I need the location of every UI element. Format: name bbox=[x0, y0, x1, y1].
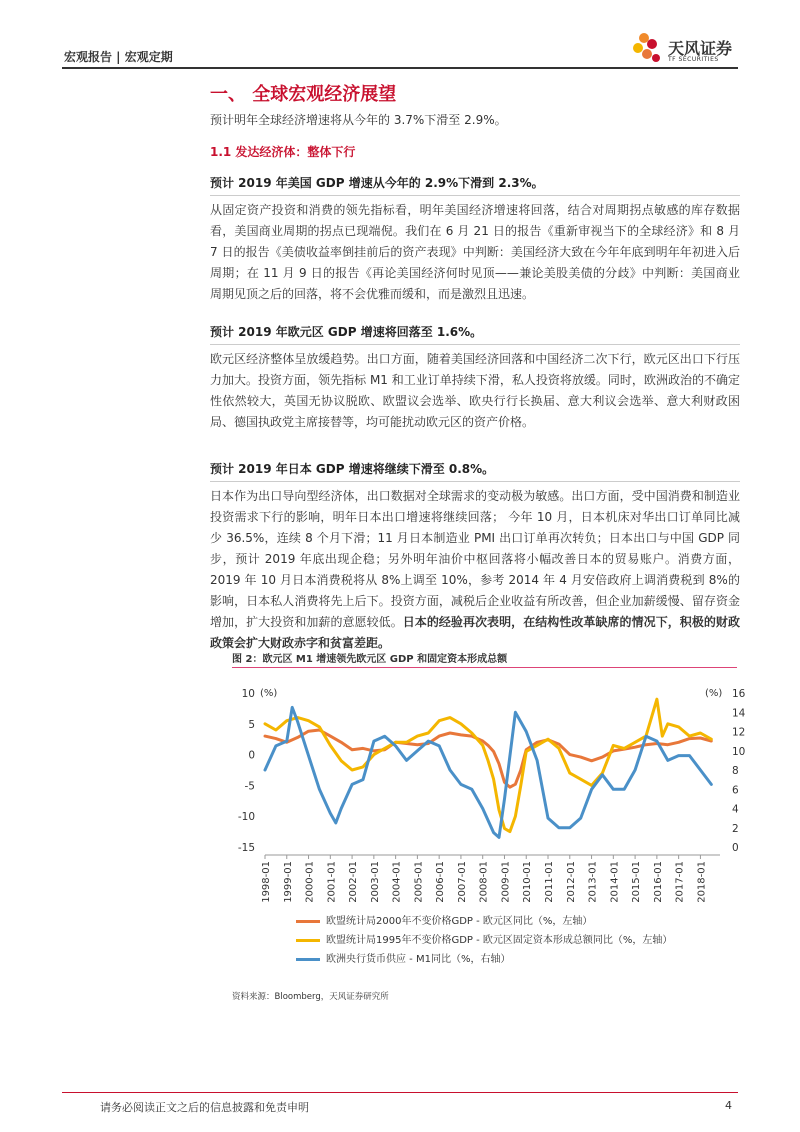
x-tick-label: 2013-01 bbox=[587, 861, 599, 903]
header-divider bbox=[62, 67, 738, 69]
x-tick-label: 2016-01 bbox=[652, 861, 664, 903]
right-tick-label: 10 bbox=[732, 745, 746, 758]
right-tick-label: 0 bbox=[732, 842, 739, 854]
x-tick-label: 2007-01 bbox=[456, 861, 468, 903]
divider bbox=[210, 481, 740, 482]
x-tick-label: 1998-01 bbox=[261, 861, 272, 903]
right-tick-label: 2 bbox=[732, 822, 739, 835]
right-tick-label: 8 bbox=[732, 765, 739, 777]
x-tick-label: 2009-01 bbox=[500, 861, 512, 903]
right-tick-label: 4 bbox=[732, 803, 739, 816]
euro-body: 欧元区经济整体呈放缓趋势。出口方面，随着美国经济回落和中国经济二次下行，欧元区出口下行压力加大。投资方面，领先指标 M1 和工业订单持续下滑，私人投资将放缓。同时，欧洲政治的不确定性依然较大，英国无协议脱欧、欧盟议会选举、欧央行行长换届、意大利议会选举、意大利财政困局、德国执政党主席接替等，均可能扰动欧元区的资产价格。 bbox=[210, 352, 740, 429]
figure-divider bbox=[232, 667, 737, 668]
figure-source: 资料来源：Bloomberg，天风证券研究所 bbox=[232, 992, 389, 1002]
logo-text: 天风证券 bbox=[668, 39, 733, 58]
x-tick-label: 2014-01 bbox=[609, 861, 621, 903]
x-tick-label: 2001-01 bbox=[326, 861, 338, 903]
footer-disclaimer: 请务必阅读正文之后的信息披露和免责申明 bbox=[100, 1101, 309, 1114]
left-tick-label: 0 bbox=[248, 749, 255, 762]
left-tick-label: -15 bbox=[237, 842, 255, 854]
legend-label: 欧盟统计局2000年不变价格GDP - 欧元区同比（%，左轴） bbox=[326, 916, 593, 927]
left-tick-label: 5 bbox=[248, 718, 255, 731]
series-line-2 bbox=[265, 707, 711, 837]
x-tick-label: 2018-01 bbox=[696, 861, 708, 903]
x-tick-label: 2015-01 bbox=[631, 861, 643, 903]
page-number: 4 bbox=[725, 1099, 732, 1112]
subsection-title: 1.1 发达经济体：整体下行 bbox=[210, 145, 356, 159]
x-tick-label: 2012-01 bbox=[565, 861, 577, 903]
section-title: 一、 全球宏观经济展望 bbox=[210, 84, 397, 105]
legend-label: 欧洲央行货币供应 - M1同比（%，右轴） bbox=[326, 954, 511, 965]
series-line-1 bbox=[265, 699, 711, 831]
logo-subtext: TF SECURITIES bbox=[668, 56, 719, 63]
x-tick-label: 2006-01 bbox=[435, 861, 447, 903]
legend-swatch-yellow bbox=[296, 939, 320, 942]
legend-swatch-orange bbox=[296, 920, 320, 923]
x-tick-label: 2010-01 bbox=[522, 861, 534, 903]
right-tick-label: 16 bbox=[732, 688, 746, 700]
left-tick-label: 10 bbox=[241, 688, 255, 700]
japan-body bbox=[210, 486, 740, 654]
x-tick-label: 2005-01 bbox=[413, 861, 425, 903]
japan-body-emphasis: 日本的经验再次表明，在结构性改革缺席的情况下，积极的财政政策会扩大财政赤字和贫富差距。 bbox=[210, 615, 740, 650]
japan-body-text: 日本作为出口导向型经济体，出口数据对全球需求的变动极为敏感。出口方面，受中国消费和制造业投资需求下行的影响，明年日本出口增速将继续回落； 今年 10 月，日本机床对华出口订单同比减少 36.5%，连续 8 个月下滑；11 月日本制造业 PMI 出口订单再次转负；日本出口与中国 GDP 同步，预计 2019 年底出现企稳；另外明年油价中枢回落将小幅改善日本的贸易账户。消费方面，2019 年 10 月日本消费税将从 8%上调至 10%，参考 2014 年 4 月安倍政府上调消费税到 8%的影响，日本私人消费将先上后下。投资方面，减税后企业收益有所改善，但企业加薪缓慢、留存资金增加，扩大投资和加薪的意愿较低。 bbox=[210, 489, 740, 629]
figure-title: 图 2：欧元区 M1 增速领先欧元区 GDP 和固定资本形成总额 bbox=[232, 654, 508, 665]
left-tick-label: -10 bbox=[237, 811, 255, 824]
euro-headline: 预计 2019 年欧元区 GDP 增速将回落至 1.6%。 bbox=[210, 325, 483, 339]
us-body: 从固定资产投资和消费的领先指标看，明年美国经济增速将回落，结合对周期拐点敏感的库存数据看，美国商业周期的拐点已现端倪。我们在 6 月 21 日的报告《重新审视当下的全球经济》和 8 月 7 日的报告《美债收益率倒挂前后的资产表现》中判断：美国经济大致在今年年底到明年年初进入后周期；在 11 月 9 日的报告《再论美国经济何时见顶——兼论美股美债的分歧》中判断：美国商业周期见顶之后的回落，将不会优雅而缓和，而是激烈且迅速。 bbox=[210, 203, 740, 301]
intro-paragraph: 预计明年全球经济增速将从今年的 3.7%下滑至 2.9%。 bbox=[210, 113, 507, 127]
x-tick-label: 2002-01 bbox=[348, 861, 360, 903]
x-tick-label: 2003-01 bbox=[369, 861, 381, 903]
header-breadcrumb: 宏观报告 | 宏观定期 bbox=[64, 50, 173, 64]
left-axis-unit: (%) bbox=[260, 688, 278, 699]
x-tick-label: 1999-01 bbox=[282, 861, 294, 903]
japan-headline: 预计 2019 年日本 GDP 增速将继续下滑至 0.8%。 bbox=[210, 462, 495, 476]
legend-item-m1 bbox=[296, 950, 510, 965]
series-line-0 bbox=[265, 730, 711, 787]
right-tick-label: 12 bbox=[732, 726, 746, 739]
x-tick-label: 2017-01 bbox=[674, 861, 686, 903]
left-tick-label: -5 bbox=[244, 780, 255, 793]
x-tick-label: 2011-01 bbox=[544, 861, 556, 903]
footer-divider bbox=[62, 1092, 738, 1093]
divider bbox=[210, 344, 740, 345]
right-tick-label: 14 bbox=[732, 707, 746, 720]
x-tick-label: 2000-01 bbox=[304, 861, 316, 903]
legend-item-gfcf bbox=[296, 931, 672, 946]
right-axis-unit: (%) bbox=[705, 688, 723, 699]
x-tick-label: 2008-01 bbox=[478, 861, 490, 903]
legend-swatch-blue bbox=[296, 958, 320, 961]
right-tick-label: 6 bbox=[732, 784, 739, 797]
legend-item-gdp bbox=[296, 912, 592, 927]
x-tick-label: 2004-01 bbox=[391, 861, 403, 903]
legend-label: 欧盟统计局1995年不变价格GDP - 欧元区固定资本形成总额同比（%，左轴） bbox=[326, 935, 673, 946]
us-headline: 预计 2019 年美国 GDP 增速从今年的 2.9%下滑到 2.3%。 bbox=[210, 176, 544, 190]
divider bbox=[210, 195, 740, 196]
